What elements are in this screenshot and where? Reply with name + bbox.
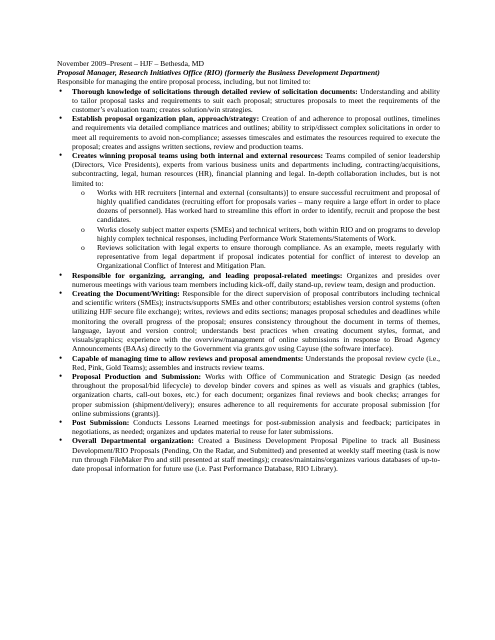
bullet-text: Understanding and ability to tailor proposal tasks and requirements to suit each proposal; structures proposals to meet the requirements of the customer’s evaluation team; creates solution/win strategies. [72, 86, 440, 115]
bullet-lead: Capable of managing time to allow reviews and proposal amendments: [72, 353, 304, 363]
list-item [57, 87, 440, 115]
responsibility-list [57, 87, 440, 474]
bullet-text: Created a Business Development Proposal Pipeline to track all Business Development/RIO Proposals (Pending, On the Radar, and Submitted) and presented at weekly staff meeting (task is now run through FileMaker Pro and still presented at staff meetings); creates/maintains/organizes various databases of up-to-date proposal information for future use (i.e. Past Performance Database, RIO Library). [72, 436, 440, 473]
bullet-lead: Creates winning proposal teams using both internal and external resources: [72, 151, 324, 161]
list-item [57, 354, 440, 372]
bullet-text: Conducts Lessons Learned meetings for post-submission analysis and feedback; participates in negotiations, as needed; organizes and updates material to reuse for later submissions. [72, 417, 440, 437]
employment-date-line: November 2009–Present – HJF – Bethesda, MD [57, 59, 205, 68]
list-item [57, 289, 440, 353]
sub-list-item: o Works with HR recruiters [internal and external (consultants)] to ensure successful recruitment and proposal of highly qualified candidates (recruiting effort for proposals varies – many require a large effort in order to place dozens of personnel). Has worked hard to streamline this effort in order to identify, recruit and propose the best candidates. [72, 188, 440, 225]
sub-list-item: o Reviews solicitation with legal experts to ensure thorough compliance. As an example, meets regularly with representative from legal department if proposal indicates potential for conflict of interest to develop an Organizational Conflict of Interest and Mitigation Plan. [72, 243, 440, 271]
collaboration-sublist [72, 188, 440, 271]
bullet-text: Works with Office of Communication and Strategic Design (as needed throughout the proposal/bid lifecycle) to develop binder covers and spines as well as visuals and graphics (tables, organization charts, call-out boxes, etc.) for each document; organizes final reviews and book checks; arranges for proper submission (shipment/delivery); ensures adherence to all requirements for accurate proposal submission [for online submissions (grants)]. [72, 371, 440, 418]
bullet-lead: Overall Departmental organization: [72, 436, 194, 446]
list-item [57, 436, 440, 473]
bullet-text: Teams compiled of senior leadership (Directors, Vice Presidents), experts from various business units and departments including, contracting/acquisitions, subcontracting, legal, human resources (HR), financial planning and legal. In-depth collaboration includes, but is not limited to: [72, 151, 440, 188]
list-item [57, 418, 440, 436]
bullet-lead: Post Submission: [72, 417, 130, 427]
bullet-text: Organizes and presides over numerous meetings with various team members including kick-off, daily stand-up, review team, design and production. [72, 270, 440, 289]
bullet-text: Understands the proposal review cycle (i.e., Red, Pink, Gold Teams); assembles and instructs review teams. [72, 353, 441, 372]
list-item [57, 372, 440, 418]
list-item [57, 151, 440, 271]
bullet-text: Creation of and adherence to proposal outlines, timelines and requirements via detailed compliance matrices and outlines; ability to strip/dissect complex solicitations in order to meet all requirements to avoid non-compliance; assesses timescales and estimates the resources required to execute the proposal; creates and assigns written sections, review and production teams. [72, 114, 440, 151]
position-title: Proposal Manager, Research Initiatives Office (RIO) (formerly the Business Development Department) [57, 68, 380, 78]
intro-text: Responsible for managing the entire proposal process, including, but not limited to: [57, 77, 311, 87]
bullet-lead: Thorough knowledge of solicitations through detailed review of solicitation documents: [72, 86, 358, 96]
list-item [57, 271, 440, 289]
bullet-lead: Proposal Production and Submission: [72, 371, 202, 381]
bullet-lead: Establish proposal organization plan, approach/strategy: [72, 114, 260, 124]
bullet-text: Responsible for the direct supervision of proposal contributors including technical and scientific writers (SMEs); instructs/supports SMEs and other contributors; establishes version control systems (often utilizing HJF secure file exchange); writes, reviews and edits sections; manages proposal schedules and deadlines while monitoring the overall progress of the proposal; ensures consistency throughout the document in terms of themes, language, layout and version control; understands best practices when creating document styles, format, and visuals/graphics; experience with the overview/management of online submissions in response to Broad Agency Announcements (BAAs) directly to the Government via grants.gov using Cayuse (the software interface). [72, 289, 440, 354]
bullet-lead: Responsible for organizing, arranging, and leading proposal-related meetings: [72, 270, 343, 280]
list-item [57, 114, 440, 151]
bullet-lead: Creating the Document/Writing: [72, 289, 180, 299]
sub-list-item: o Works closely subject matter experts (SMEs) and technical writers, both within RIO and on programs to develop highly complex technical responses, including Performance Work Statements/Statements of Work. [72, 225, 440, 243]
